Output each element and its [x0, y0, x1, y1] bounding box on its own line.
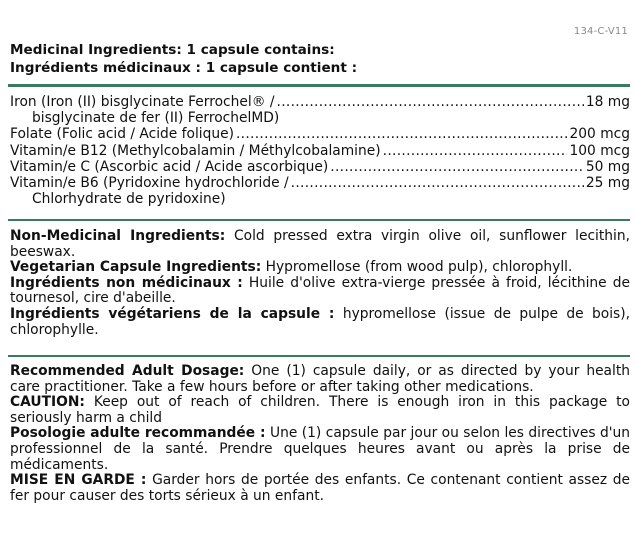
ingredient-name: Vitamin/e C (Ascorbic acid / Acide ascorbique) — [10, 158, 329, 175]
ingredient-row — [10, 175, 630, 191]
ingredient-row — [10, 143, 630, 159]
ingredient-amount: 18 mg — [585, 94, 630, 110]
ingredient-amount: 200 mcg — [569, 126, 630, 143]
paragraph-label: MISE EN GARDE : — [10, 472, 147, 489]
paragraph-label: Ingrédients végétariens de la capsule : — [10, 305, 335, 322]
dosage-fr-paragraph — [10, 426, 630, 473]
dot-leader — [291, 175, 584, 191]
dot-leader — [236, 126, 567, 142]
paragraph-text: Garder hors de portée des enfants. Ce contenant contient assez de fer pour causer des torts sérieux à un enfant. — [10, 472, 630, 504]
ingredient-name: Vitamin/e B12 (Methylcobalamin / Méthylcobalamine) — [10, 142, 381, 159]
medicinal-ingredients-list — [10, 94, 630, 207]
paragraph-label: CAUTION: — [10, 394, 85, 411]
ingredient-continuation: bisglycinate de fer (II) FerrochelMD) — [32, 110, 280, 127]
non-medicinal-fr-paragraph — [10, 276, 630, 307]
vegetarian-capsule-paragraph — [10, 260, 630, 276]
paragraph-label: Ingrédients non médicinaux : — [10, 274, 243, 291]
directions-section — [10, 364, 630, 504]
divider-middle — [8, 219, 630, 221]
dosage-paragraph — [10, 364, 630, 395]
ingredient-name: Vitamin/e B6 (Pyridoxine hydrochloride / — [10, 175, 289, 192]
ingredient-row — [10, 159, 630, 175]
paragraph-label: Posologie adulte recommandée : — [10, 425, 266, 442]
paragraph-text: One (1) capsule daily, or as directed by your health care practitioner. Take a few hours before or after taking other medications. — [10, 363, 630, 395]
paragraph-text: hypromellose (issue de pulpe de bois), chlorophylle. — [10, 305, 630, 338]
paragraph-label: Vegetarian Capsule Ingredients: — [10, 259, 262, 276]
ingredient-name: Folate (Folic acid / Acide folique) — [10, 126, 234, 143]
ingredient-row — [10, 94, 630, 110]
ingredient-amount: 50 mg — [585, 158, 630, 175]
divider-top — [8, 84, 630, 87]
caution-fr-paragraph — [10, 473, 630, 504]
ingredient-amount: 100 mcg — [569, 142, 630, 159]
ingredient-continuation: Chlorhydrate de pyridoxine) — [32, 191, 226, 208]
non-medicinal-paragraph — [10, 229, 630, 260]
paragraph-label: Recommended Adult Dosage: — [10, 363, 245, 379]
dot-leader — [330, 159, 584, 175]
caution-paragraph — [10, 395, 630, 426]
dot-leader — [277, 94, 584, 110]
paragraph-text: Keep out of reach of children. There is enough iron in this package to seriously harm a child — [10, 394, 630, 426]
label-code: 134-C-V11 — [573, 26, 628, 37]
paragraph-text: Huile d'olive extra-vierge pressée à froid, lécithine de tournesol, cire d'abeille. — [10, 274, 630, 307]
non-medicinal-section — [10, 229, 630, 338]
heading-english: Medicinal Ingredients: 1 capsule contains: — [10, 42, 335, 58]
ingredient-name: Iron (Iron (II) bisglycinate Ferrochel® / — [10, 94, 275, 110]
ingredient-amount: 25 mg — [585, 175, 630, 192]
ingredient-row — [10, 126, 630, 142]
dot-leader — [383, 143, 568, 159]
paragraph-text: Hypromellose (from wood pulp), chlorophyll. — [265, 259, 573, 276]
paragraph-text: Cold pressed extra virgin olive oil, sunflower lecithin, beeswax. — [10, 228, 630, 260]
divider-lower — [8, 355, 630, 357]
heading-french: Ingrédients médicinaux : 1 capsule contient : — [10, 60, 358, 76]
medicinal-heading — [10, 41, 630, 77]
paragraph-text: Une (1) capsule par jour ou selon les directives d'un professionnel de la santé. Prendre quelques heures avant ou après la prise de médicaments. — [10, 425, 630, 473]
paragraph-label: Non-Medicinal Ingredients: — [10, 228, 226, 244]
vegetarian-capsule-fr-paragraph — [10, 307, 630, 338]
